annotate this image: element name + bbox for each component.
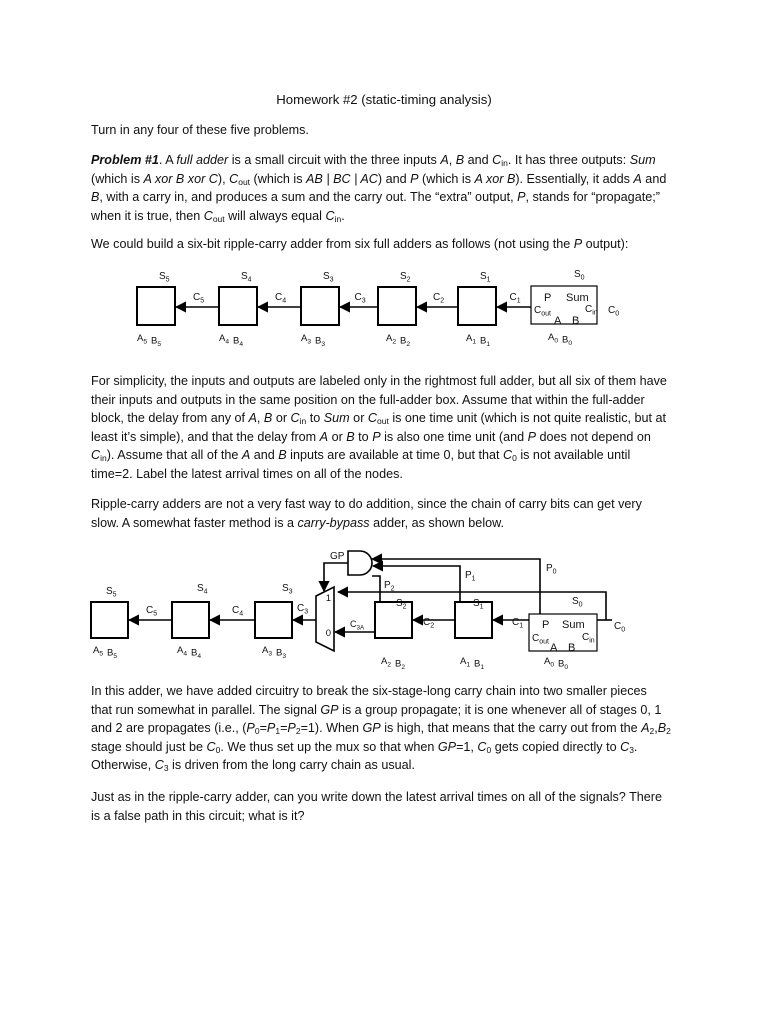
p-output-label: P [542,619,550,631]
input-label: $A_3$ $B_3$ [301,333,326,348]
p0-label: $P_0$ [546,563,557,576]
sum-output-label: Sum [562,619,585,631]
a-input-label: A [550,642,558,654]
input-label: $A_4$ $B_4$ [177,645,202,660]
sum-label: $S_4$ [197,583,208,596]
full-adder-box [255,602,292,638]
input-label: $A_4$ $B_4$ [219,333,244,348]
p-output-label: P [544,292,552,304]
full-adder-box [172,602,209,638]
problem1-paragraph: Problem #1. A full adder is a small circuit with the three inputs A, B and $C_{in}$. It has three outputs: Sum (which is A xor B xor C), $C_{out}$ (which is AB | BC | AC) and P (which is A xor B). Essentially, it adds A and B, with a carry in, and produces a sum and the carry out. The “extra” output, P, stands for “propagate;” when it is true, then $C_{out}$ will always equal $C_{in}$. [91,153,667,224]
carry-label: $C_1$ [509,292,521,305]
gp-label: GP [330,551,345,562]
and-gate [348,551,372,575]
carry-label: $C_1$ [512,617,524,630]
sum-output-label: Sum [566,292,589,304]
sum-label: $S_2$ [396,598,407,611]
sum-label: $S_5$ [106,586,117,599]
timing-paragraph: For simplicity, the inputs and outputs are labeled only in the rightmost full adder, but all six of them have their inputs and outputs in the same position on the full-adder box. Assume that within the full-adder block, the delay from any of A, B or $C_{in}$ to Sum or $C_{out}$ is one time unit (which is not quite realistic, but at least it’s simple), and that the delay from A or B to P is also one time unit (and P does not depend on $C_{in}$). Assume that all of the A and B inputs are available at time 0, but that $C_0$ is not available until time=2. Label the latest arrival times on all of the nodes. [91,374,667,481]
c3a-label: $C_{3A}$ [350,619,365,632]
carry-label: $C_3$ [297,603,309,616]
cout-label: $C_{out}$ [534,305,551,318]
gp-select-wire [324,563,348,591]
sum-label: $S_5$ [159,271,170,284]
input-label: $A_2$ $B_2$ [381,656,406,671]
page-title: Homework #2 (static-timing analysis) [276,92,492,107]
question-paragraph: Just as in the ripple-carry adder, can you write down the latest arrival times on all of the signals? There is a false path in this circuit; what is it? [91,790,662,823]
sum-label: $S_2$ [400,271,411,284]
sum-label: $S_3$ [323,271,334,284]
cout-label: $C_{out}$ [532,633,549,646]
c0-bypass-wire [338,592,606,620]
sum-label: $S_4$ [241,271,252,284]
carry-label: $C_2$ [433,292,445,305]
sum-label: $S_0$ [572,596,583,609]
sum-label: $S_0$ [574,269,585,282]
p1-label: $P_1$ [465,570,476,583]
carry-label: $C_2$ [423,617,435,630]
carry-bypass-paragraph: Ripple-carry adders are not a very fast way to do addition, since the chain of carry bits can get very slow. A somewhat faster method is a carry-bypass adder, as shown below. [91,497,642,530]
sum-label: $S_3$ [282,583,293,596]
input-label: $A_5$ $B_5$ [137,333,162,348]
carry-label: $C_3$ [354,292,366,305]
carry-label: $C_0$ [614,621,626,634]
cin-label: $C_{in}$ [585,304,598,317]
input-label: $A_5$ $B_5$ [93,645,118,660]
mux-input-one: 1 [325,593,331,604]
bypass-explanation-paragraph: In this adder, we have added circuitry to break the six-stage-long carry chain into two smaller pieces that run somewhat in parallel. The signal GP is a group propagate; it is one whenever all of stages 0, 1 and 2 are propagates (i.e., $(P_0=P_1=P_2=1)$. When GP is high, that means that the carry out from the $A_2,B_2$ stage should just be $C_0$. We thus set up the mux so that when GP=1, $C_0$ gets copied directly to $C_3$. Otherwise, $C_3$ is driven from the long carry chain as usual. [91,684,671,774]
carry-label: $C_0$ [608,305,620,318]
input-label: $A_1$ $B_1$ [460,656,485,671]
p2-wire [372,576,380,602]
carry-label: $C_4$ [232,605,244,618]
b-input-label: B [568,642,576,654]
p2-label: $P_2$ [384,580,395,593]
carry-label: $C_5$ [146,605,158,618]
carry-label: $C_4$ [275,292,287,305]
b-input-label: B [572,315,580,327]
problem1-label: Problem #1 [91,153,159,167]
ripple-carry-paragraph: We could build a six-bit ripple-carry adder from six full adders as follows (not using the P output): [91,237,629,251]
sum-label: $S_1$ [473,598,484,611]
input-label: $A_3$ $B_3$ [262,645,287,660]
input-label: $A_1$ $B_1$ [466,333,491,348]
full-adder-box [91,602,128,638]
a-input-label: A [554,315,562,327]
cin-label: $C_{in}$ [582,632,595,645]
input-label: $A_0$ $B_0$ [544,656,569,671]
sum-label: $S_1$ [480,271,491,284]
input-label: $A_2$ $B_2$ [386,333,411,348]
input-label: $A_0$ $B_0$ [548,332,573,347]
intro-paragraph: Turn in any four of these five problems. [91,123,309,137]
carry-label: $C_5$ [193,292,205,305]
mux-input-zero: 0 [325,628,331,639]
